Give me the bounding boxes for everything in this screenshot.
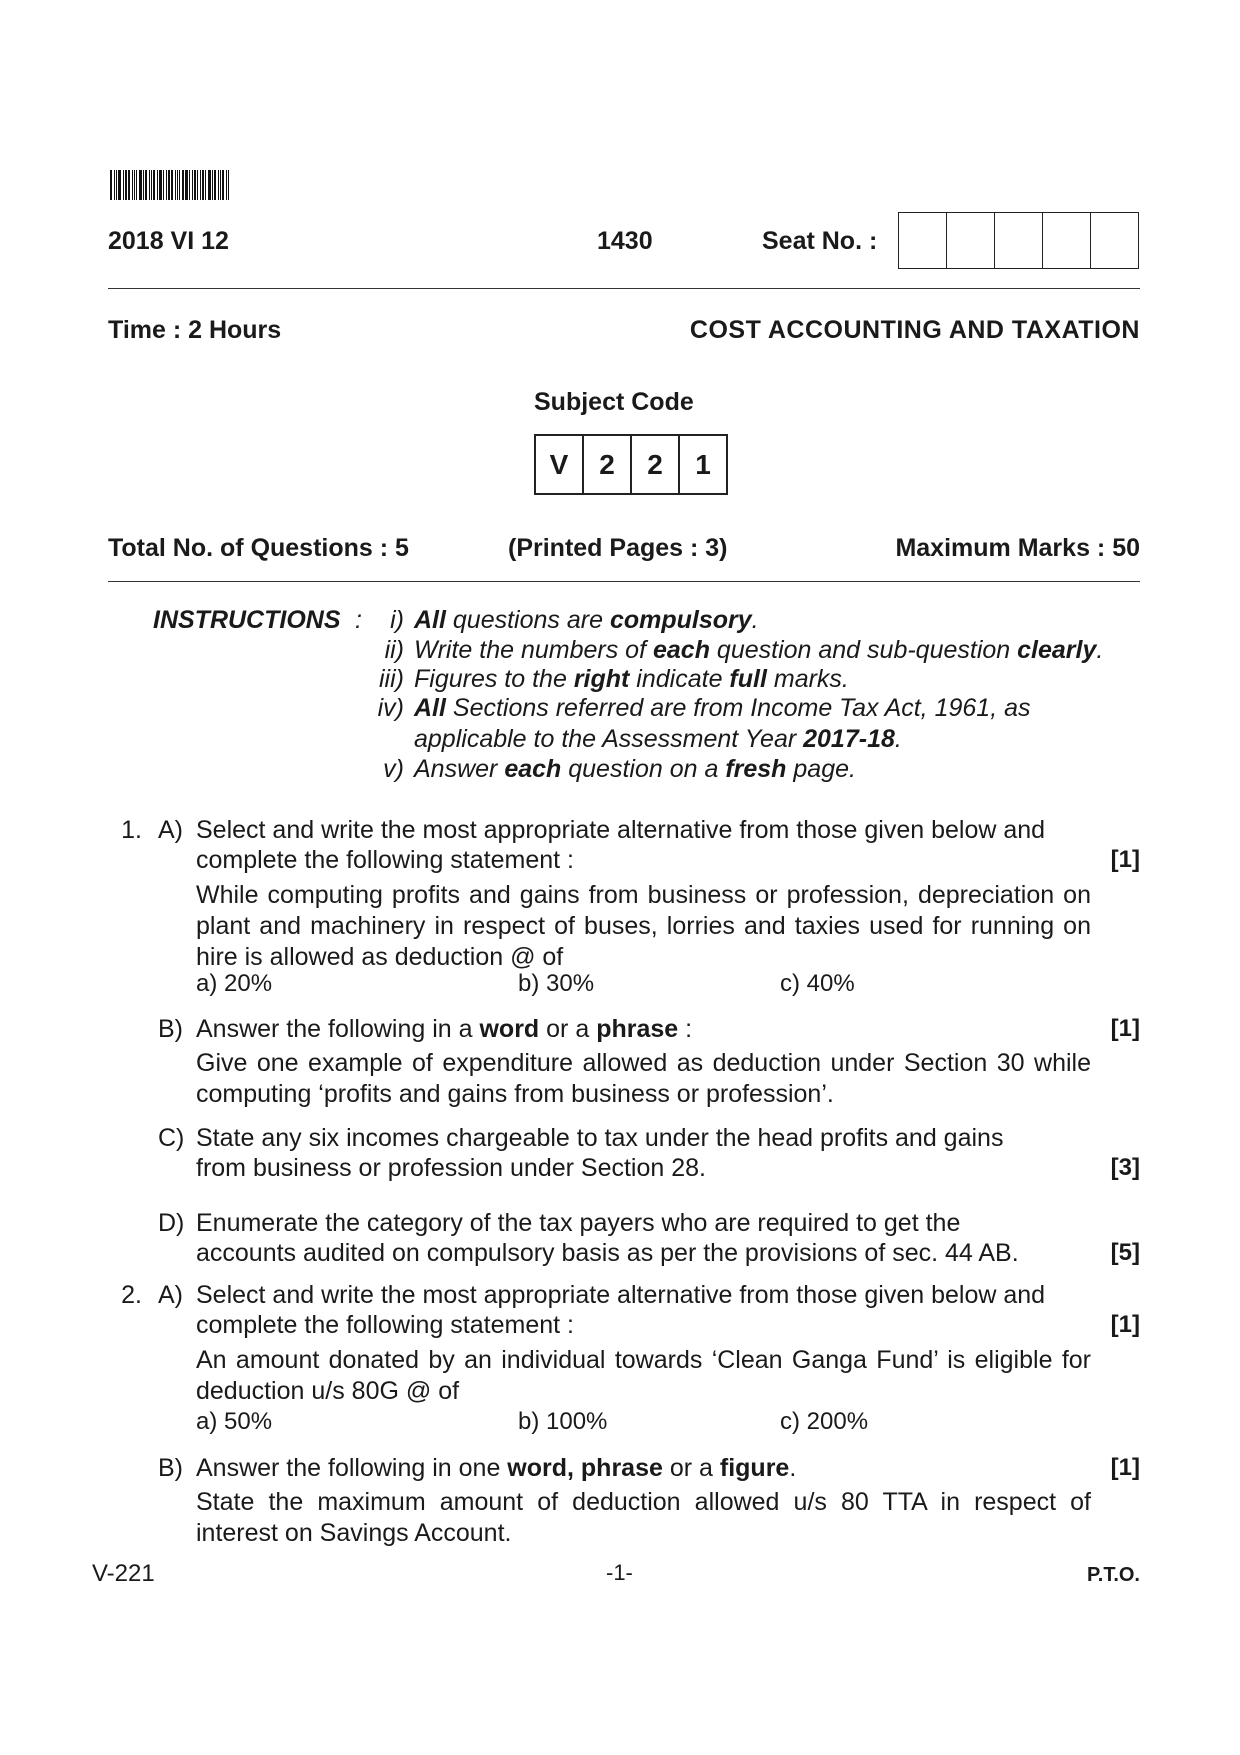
emphasis-text: right [573,665,630,693]
barcode-bar [114,170,115,200]
emphasis-text: each [652,636,710,664]
text-run: indicate [629,665,730,693]
seat-number-boxes[interactable] [898,212,1139,269]
text-run: question and sub-question [709,636,1018,664]
text-run: or a [539,1015,597,1043]
barcode-bar [110,170,112,200]
option-b: b) 100% [518,1408,608,1435]
divider [108,288,1140,289]
emphasis-text: clearly [1017,636,1097,664]
seat-box[interactable] [1091,213,1138,268]
barcode-bar [118,170,121,200]
q2a-statement: An amount donated by an individual towards ‘Clean Ganga Fund’ is eligible for deduction u/s 80G @ of [196,1346,1091,1405]
barcode-bar [125,170,127,200]
barcode-bar [145,170,147,200]
barcode-bar [159,170,162,200]
page-number: -1- [606,1560,633,1585]
option-b: b) 30% [518,970,595,997]
seat-label: Seat No. : [762,227,878,255]
part-label: A) [158,1281,183,1309]
emphasis-text: each [504,755,562,783]
barcode-bar [218,170,219,200]
divider [108,581,1140,582]
question-number: 1. [121,816,142,844]
instruction-number: i) [390,606,404,634]
exam-code: 2018 VI 12 [108,227,229,255]
barcode-bar [179,170,180,200]
barcode-bar [166,170,167,200]
marks: [1] [1110,1311,1140,1338]
option-a: a) 50% [196,1408,273,1435]
emphasis-text: fresh [725,755,787,783]
q1d-line1: Enumerate the category of the tax payers who are required to get the [196,1209,961,1237]
code-char: V [536,436,584,493]
instruction-text [414,665,849,694]
option-c: c) 200% [780,1408,869,1435]
q1b-question: Give one example of expenditure allowed as deduction under Section 30 while computing ‘profits and gains from business or profession’. [196,1049,1091,1108]
barcode-bar [149,170,150,200]
barcode-bar [157,170,158,200]
instruction-number: iv) [377,694,404,722]
question-number: 2. [121,1281,142,1309]
part-label: A) [158,816,183,844]
barcode-bar [136,170,137,200]
barcode-bar [143,170,144,200]
pto-label: P.T.O. [1087,1564,1140,1586]
barcode [110,170,252,200]
marks: [5] [1110,1239,1140,1266]
emphasis-text: compulsory [609,606,752,634]
seat-box[interactable] [1043,213,1091,268]
text-run: Sections referred are from Income Tax Act, 1961, as [445,694,1031,722]
emphasis-text: All [414,606,446,634]
barcode-bar [192,170,193,200]
text-run: marks. [766,665,849,693]
barcode-bar [205,170,206,200]
barcode-bar [220,170,221,200]
instruction-text [414,755,856,784]
text-run: applicable to the Assessment Year [414,725,804,753]
barcode-bar [177,170,178,200]
q1a-line2: complete the following statement : [196,846,574,874]
barcode-bar [208,170,211,200]
option-a: a) 20% [196,970,273,997]
barcode-bar [222,170,224,200]
emphasis-text: figure [719,1454,790,1482]
code-char: 1 [695,448,711,480]
instruction-number: iii) [379,665,404,693]
text-run: Figures to the [414,665,574,693]
text-run: : [678,1015,693,1043]
subject-title: COST ACCOUNTING AND TAXATION [689,316,1140,344]
q2b-instruction [196,1453,796,1484]
text-run: Write the numbers of [414,636,653,664]
barcode-bar [226,170,227,200]
seat-box[interactable] [899,213,947,268]
part-label: B) [158,1015,183,1043]
maximum-marks: Maximum Marks : 50 [895,534,1140,562]
instruction-text [414,725,902,754]
barcode-bar [139,170,142,200]
q1c-line2: from business or profession under Section 28. [196,1154,706,1182]
instructions-colon: : [355,606,362,634]
q1c-line1: State any six incomes chargeable to tax under the head profits and gains [196,1124,1004,1152]
barcode-bar [200,170,201,200]
text-run: . [751,606,759,634]
barcode-bar [182,170,184,200]
text-run: Answer the following in a [196,1015,480,1043]
instruction-number: ii) [384,636,404,664]
text-run: . [1096,636,1104,664]
barcode-bar [228,170,229,200]
seat-box[interactable] [995,213,1043,268]
instruction-text [414,694,1031,723]
emphasis-text: full [729,665,767,693]
barcode-bar [153,170,155,200]
barcode-bar [171,170,173,200]
paper-number: 1430 [597,227,653,255]
barcode-bar [214,170,216,200]
part-label: B) [158,1454,183,1482]
emphasis-text: phrase [596,1015,679,1043]
subject-code-label: Subject Code [534,388,694,416]
barcode-bar [128,170,130,200]
emphasis-text: word [479,1015,540,1043]
barcode-bar [197,170,198,200]
barcode-bar [168,170,170,200]
marks: [1] [1110,846,1140,873]
barcode-bar [163,170,164,200]
text-run: questions are [445,606,610,634]
emphasis-text: word, phrase [507,1454,663,1482]
q1b-instruction [196,1014,692,1045]
barcode-bar [175,170,176,200]
barcode-bar [202,170,204,200]
instruction-text [414,606,759,635]
marks: [1] [1110,1454,1140,1481]
time-allowed: Time : 2 Hours [108,316,282,344]
barcode-bar [123,170,124,200]
barcode-bar [194,170,196,200]
barcode-bar [212,170,213,200]
marks: [3] [1110,1154,1140,1181]
text-run: Answer [414,755,505,783]
text-run: . [894,725,902,753]
text-run: or a [662,1454,720,1482]
text-run: Answer the following in one [196,1454,508,1482]
part-label: C) [158,1124,185,1152]
code-char: 2 [632,436,680,493]
barcode-bar [185,170,188,200]
q1a-statement: While computing profits and gains from business or profession, depreciation on plant and machinery in respect of buses, lorries and taxies used for running on hire is allowed as deduction @ of [196,881,1091,971]
barcode-bar [134,170,135,200]
instruction-number: v) [383,755,404,783]
instruction-text [414,636,1103,665]
q2b-question: State the maximum amount of deduction allowed u/s 80 TTA in respect of interest on Savings Account. [196,1488,1091,1547]
subject-code-boxes [534,434,728,495]
barcode-bar [132,170,133,200]
instructions-label: INSTRUCTIONS [153,606,341,634]
text-run: question on a [561,755,726,783]
q2a-line1: Select and write the most appropriate alternative from those given below and [196,1281,1046,1309]
seat-box[interactable] [947,213,995,268]
code-char: 2 [584,436,632,493]
marks: [1] [1110,1015,1140,1042]
barcode-bar [189,170,190,200]
total-questions: Total No. of Questions : 5 [108,534,409,562]
emphasis-text: All [414,694,446,722]
text-run: page. [786,755,856,783]
q1a-line1: Select and write the most appropriate alternative from those given below and [196,816,1046,844]
printed-pages: (Printed Pages : 3) [508,534,728,562]
footer-code: V-221 [92,1560,155,1587]
option-c: c) 40% [780,970,855,997]
q1d-line2: accounts audited on compulsory basis as per the provisions of sec. 44 AB. [196,1239,1019,1267]
barcode-bar [116,170,117,200]
part-label: D) [158,1209,185,1237]
text-run: . [789,1454,797,1482]
barcode-bar [151,170,152,200]
q2a-line2: complete the following statement : [196,1311,574,1339]
emphasis-text: 2017-18 [803,725,895,753]
